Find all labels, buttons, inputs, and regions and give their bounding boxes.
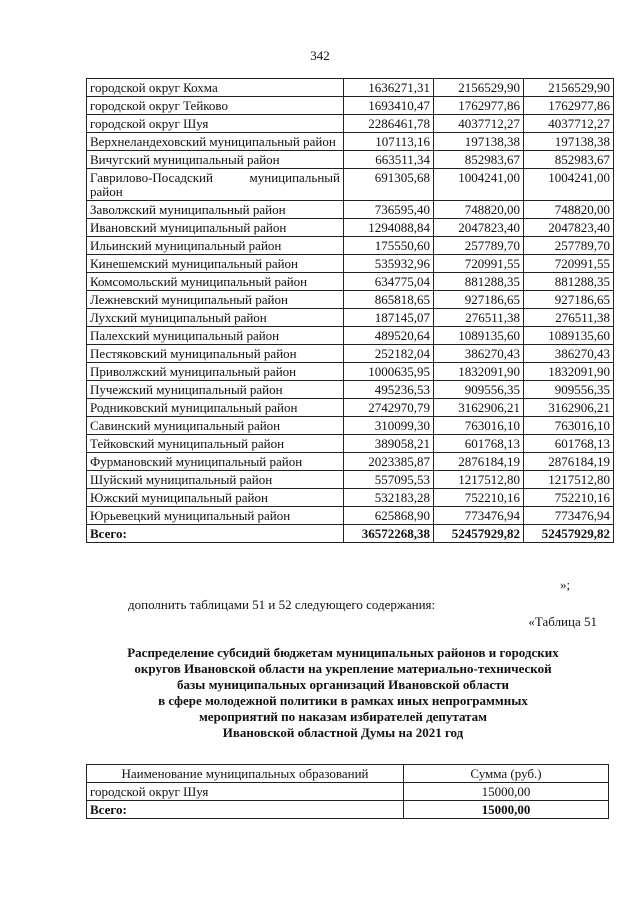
municipality-cell: Палехский муниципальный район xyxy=(87,327,344,345)
value-cell: 310099,30 xyxy=(344,417,434,435)
table-row xyxy=(87,201,614,219)
amount-cell: 15000,00 xyxy=(404,783,609,801)
value-cell: 763016,10 xyxy=(434,417,524,435)
value-cell: 634775,04 xyxy=(344,273,434,291)
table-row xyxy=(87,219,614,237)
value-cell: 107113,16 xyxy=(344,133,434,151)
page-number: 342 xyxy=(310,48,330,63)
value-cell: 852983,67 xyxy=(434,151,524,169)
value-cell: 1004241,00 xyxy=(524,169,614,201)
municipality-cell: Заволжский муниципальный район xyxy=(87,201,344,219)
value-cell: 1294088,84 xyxy=(344,219,434,237)
table-row xyxy=(87,435,614,453)
municipality-cell: Шуйский муниципальный район xyxy=(87,471,344,489)
table-row xyxy=(87,363,614,381)
table-row xyxy=(87,97,614,115)
table-row xyxy=(87,115,614,133)
value-cell: 1762977,86 xyxy=(434,97,524,115)
municipality-cell: городской округ Тейково xyxy=(87,97,344,115)
table-51-heading xyxy=(86,645,600,741)
value-cell: 881288,35 xyxy=(524,273,614,291)
value-cell: 175550,60 xyxy=(344,237,434,255)
total-amount: 15000,00 xyxy=(404,801,609,819)
header-amount: Сумма (руб.) xyxy=(404,765,609,783)
table-row xyxy=(87,399,614,417)
total-label: Всего: xyxy=(87,525,344,543)
value-cell: 927186,65 xyxy=(524,291,614,309)
value-cell: 2047823,40 xyxy=(524,219,614,237)
value-cell: 2286461,78 xyxy=(344,115,434,133)
value-cell: 1636271,31 xyxy=(344,79,434,97)
municipality-cell: Гаврилово-Посадский муниципальный район xyxy=(87,169,344,201)
table-row xyxy=(87,471,614,489)
table-header-row xyxy=(87,765,609,783)
table-row xyxy=(87,151,614,169)
value-cell: 3162906,21 xyxy=(524,399,614,417)
table-row xyxy=(87,783,609,801)
value-cell: 257789,70 xyxy=(524,237,614,255)
value-cell: 1693410,47 xyxy=(344,97,434,115)
value-cell: 2047823,40 xyxy=(434,219,524,237)
municipality-cell: Ивановский муниципальный район xyxy=(87,219,344,237)
table-row xyxy=(87,309,614,327)
municipality-cell: Савинский муниципальный район xyxy=(87,417,344,435)
total-value-cell: 36572268,38 xyxy=(344,525,434,543)
table-caption: «Таблица 51 xyxy=(528,614,597,629)
value-cell: 386270,43 xyxy=(524,345,614,363)
municipality-cell: Пучежский муниципальный район xyxy=(87,381,344,399)
value-cell: 736595,40 xyxy=(344,201,434,219)
municipality-cell: Комсомольский муниципальный район xyxy=(87,273,344,291)
municipality-cell: городской округ Кохма xyxy=(87,79,344,97)
municipality-cell: Кинешемский муниципальный район xyxy=(87,255,344,273)
table-row xyxy=(87,169,614,201)
table-row xyxy=(87,255,614,273)
value-cell: 557095,53 xyxy=(344,471,434,489)
heading-line: Ивановской областной Думы на 2021 год xyxy=(222,725,464,740)
value-cell: 252182,04 xyxy=(344,345,434,363)
value-cell: 495236,53 xyxy=(344,381,434,399)
value-cell: 276511,38 xyxy=(524,309,614,327)
table-row xyxy=(87,381,614,399)
value-cell: 927186,65 xyxy=(434,291,524,309)
value-cell: 1217512,80 xyxy=(434,471,524,489)
value-cell: 720991,55 xyxy=(434,255,524,273)
value-cell: 197138,38 xyxy=(434,133,524,151)
value-cell: 773476,94 xyxy=(524,507,614,525)
municipality-cell: Вичугский муниципальный район xyxy=(87,151,344,169)
value-cell: 3162906,21 xyxy=(434,399,524,417)
value-cell: 1089135,60 xyxy=(524,327,614,345)
value-cell: 1004241,00 xyxy=(434,169,524,201)
closing-quote: »; xyxy=(560,577,571,592)
value-cell: 601768,13 xyxy=(434,435,524,453)
value-cell: 625868,90 xyxy=(344,507,434,525)
table-row xyxy=(87,237,614,255)
municipality-cell: городской округ Шуя xyxy=(87,783,404,801)
value-cell: 763016,10 xyxy=(524,417,614,435)
value-cell: 1089135,60 xyxy=(434,327,524,345)
value-cell: 691305,68 xyxy=(344,169,434,201)
municipality-cell: Фурмановский муниципальный район xyxy=(87,453,344,471)
value-cell: 4037712,27 xyxy=(524,115,614,133)
value-cell: 386270,43 xyxy=(434,345,524,363)
heading-line: мероприятий по наказам избирателей депутатам xyxy=(198,709,488,724)
municipality-cell: Ильинский муниципальный район xyxy=(87,237,344,255)
municipality-cell: Юрьевецкий муниципальный район xyxy=(87,507,344,525)
table-row xyxy=(87,133,614,151)
municipality-cell: городской округ Шуя xyxy=(87,115,344,133)
municipality-cell: Пестяковский муниципальный район xyxy=(87,345,344,363)
value-cell: 881288,35 xyxy=(434,273,524,291)
value-cell: 773476,94 xyxy=(434,507,524,525)
table-row xyxy=(87,345,614,363)
value-cell: 2876184,19 xyxy=(524,453,614,471)
value-cell: 663511,34 xyxy=(344,151,434,169)
heading-line: базы муниципальных организаций Ивановской области xyxy=(176,677,510,692)
municipality-cell: Южский муниципальный район xyxy=(87,489,344,507)
table-row xyxy=(87,79,614,97)
table-row xyxy=(87,489,614,507)
amendment-paragraph: дополнить таблицами 51 и 52 следующего содержания: xyxy=(128,597,436,612)
value-cell: 752210,16 xyxy=(434,489,524,507)
value-cell: 909556,35 xyxy=(434,381,524,399)
total-label: Всего: xyxy=(87,801,404,819)
total-row xyxy=(87,801,609,819)
value-cell: 489520,64 xyxy=(344,327,434,345)
value-cell: 601768,13 xyxy=(524,435,614,453)
value-cell: 748820,00 xyxy=(434,201,524,219)
municipality-cell: Приволжский муниципальный район xyxy=(87,363,344,381)
total-row xyxy=(87,525,614,543)
value-cell: 865818,65 xyxy=(344,291,434,309)
table-51 xyxy=(86,764,609,819)
value-cell: 276511,38 xyxy=(434,309,524,327)
table-row xyxy=(87,327,614,345)
total-value-cell: 52457929,82 xyxy=(434,525,524,543)
heading-line: Распределение субсидий бюджетам муниципальных районов и городских xyxy=(127,645,559,660)
value-cell: 1832091,90 xyxy=(524,363,614,381)
table-row xyxy=(87,417,614,435)
value-cell: 257789,70 xyxy=(434,237,524,255)
value-cell: 852983,67 xyxy=(524,151,614,169)
municipality-cell: Тейковский муниципальный район xyxy=(87,435,344,453)
value-cell: 2742970,79 xyxy=(344,399,434,417)
total-value-cell: 52457929,82 xyxy=(524,525,614,543)
municipality-cell: Лухский муниципальный район xyxy=(87,309,344,327)
heading-line: округов Ивановской области на укрепление материально-технической xyxy=(134,661,552,676)
value-cell: 2876184,19 xyxy=(434,453,524,471)
value-cell: 1217512,80 xyxy=(524,471,614,489)
value-cell: 535932,96 xyxy=(344,255,434,273)
value-cell: 720991,55 xyxy=(524,255,614,273)
municipality-cell: Лежневский муниципальный район xyxy=(87,291,344,309)
municipality-cell: Родниковский муниципальный район xyxy=(87,399,344,417)
table-row xyxy=(87,453,614,471)
value-cell: 532183,28 xyxy=(344,489,434,507)
value-cell: 197138,38 xyxy=(524,133,614,151)
value-cell: 748820,00 xyxy=(524,201,614,219)
value-cell: 1000635,95 xyxy=(344,363,434,381)
table-row xyxy=(87,507,614,525)
table-row xyxy=(87,291,614,309)
value-cell: 909556,35 xyxy=(524,381,614,399)
value-cell: 187145,07 xyxy=(344,309,434,327)
heading-line: в сфере молодежной политики в рамках иных непрограммных xyxy=(158,693,528,708)
value-cell: 2023385,87 xyxy=(344,453,434,471)
value-cell: 1762977,86 xyxy=(524,97,614,115)
value-cell: 2156529,90 xyxy=(434,79,524,97)
value-cell: 4037712,27 xyxy=(434,115,524,133)
header-municipality: Наименование муниципальных образований xyxy=(87,765,404,783)
value-cell: 2156529,90 xyxy=(524,79,614,97)
value-cell: 1832091,90 xyxy=(434,363,524,381)
subsidy-distribution-table xyxy=(86,78,614,543)
value-cell: 752210,16 xyxy=(524,489,614,507)
table-row xyxy=(87,273,614,291)
value-cell: 389058,21 xyxy=(344,435,434,453)
municipality-cell: Верхнеландеховский муниципальный район xyxy=(87,133,344,151)
